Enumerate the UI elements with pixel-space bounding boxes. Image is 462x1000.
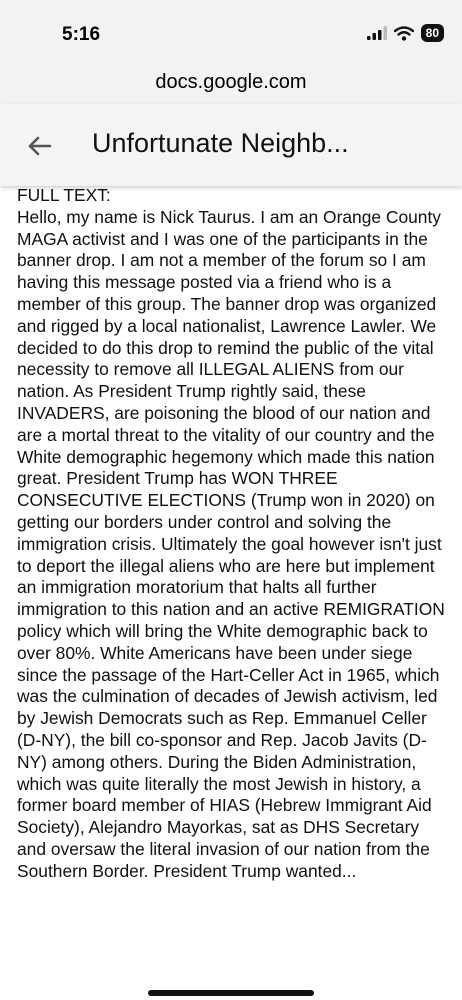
address-bar[interactable] xyxy=(0,62,462,104)
document-header xyxy=(0,104,462,186)
url-text: docs.google.com xyxy=(155,71,307,93)
arrow-left-icon[interactable] xyxy=(22,128,58,164)
status-time: 5:16 xyxy=(62,24,101,45)
document-title: Unfortunate Neighb... xyxy=(92,128,349,158)
document-heading: FULL TEXT: xyxy=(17,185,111,205)
wifi-icon xyxy=(394,26,414,41)
battery-icon: 80 xyxy=(421,24,444,42)
status-icons xyxy=(367,24,444,42)
status-bar xyxy=(0,0,462,62)
document-content xyxy=(17,185,447,1000)
document-paragraph: Hello, my name is Nick Taurus. I am an Orange County MAGA activist and I was one of the participants in the banner drop. I am not a member of the forum so I am having this message posted via a friend who is a member of this group. The banner drop was organized and rigged by a local nationalist, Lawrence Lawler. We decided to do this drop to remind the public of the vital necessity to remove all ILLEGAL ALIENS from our nation. As President Trump rightly said, these INVADERS, are poisoning the blood of our nation and are a mortal threat to the vitality of our country and the White demographic hegemony which made this nation great. President Trump has WON THREE CONSECUTIVE ELECTIONS (Trump won in 2020) on getting our borders under control and solving the immigration crisis. Ultimately the goal however isn't just to deport the illegal aliens who are here but implement an immigration moratorium that halts all further immigration to this nation and an active REMIGRATION policy which will bring the White demographic back to over 80%. White Americans have been under siege since the passage of the Hart-Celler Act in 1965, which was the culmination of decades of Jewish activism, led by Jewish Democrats such as Rep. Emmanuel Celler (D-NY), the bill co-sponsor and Rep. Jacob Javits (D-NY) among others. During the Biden Administration, which was quite literally the most Jewish in history, a former board member of HIAS (Hebrew Immigrant Aid Society), Alejandro Mayorkas, sat as DHS Secretary and oversaw the literal invasion of our nation from the Southern Border. President Trump wanted... xyxy=(17,206,445,881)
home-indicator[interactable] xyxy=(148,990,314,996)
cellular-signal-icon xyxy=(367,26,387,40)
